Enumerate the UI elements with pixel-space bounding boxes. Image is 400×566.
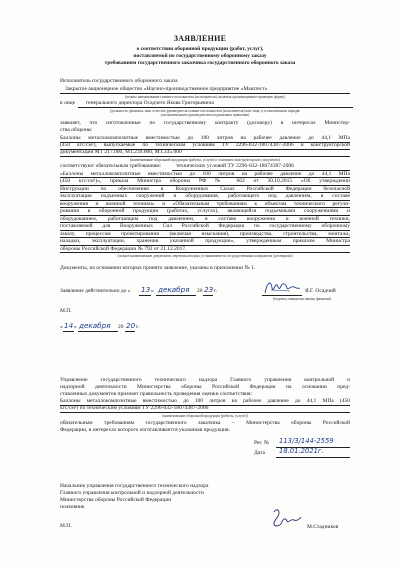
requirements-line: вооружения и военной техники» и «Обязательным требованиям к объектам технического регули- — [60, 200, 350, 207]
requirements-line: (450 кгс/см²)», приказа Министра обороны РФ № 662 от 30.10.2015 «Об утверждении — [60, 178, 350, 184]
signer-name: Я.Г. Осадчий — [305, 288, 336, 294]
comply-tu: технических условий ТУ 2296-032-18074387-2006 — [172, 163, 350, 171]
validity-label: Заявление действительно до « — [60, 288, 131, 294]
footer-line-2: Главного управления контрольной и надзорной деятельности — [60, 490, 204, 496]
registration-product-line-1: Баллоны металлокомпозитные вместимостью до 100 литров на рабочее давление до 44,1 МПа (450 — [60, 398, 350, 404]
validity-year-prefix: 20 — [197, 288, 203, 294]
executor-person-prefix: в лице — [60, 100, 76, 106]
reg-date-label: Дата — [254, 450, 265, 456]
declaration-line-1: заявляет, что изготовленные по государственному контракту (договору) в интересах Министер- — [60, 120, 350, 126]
title-line-2: поставляемой по государственному оборонному заказу — [133, 53, 267, 59]
requirements-line: рования в оборонной продукции (работах, услугах), являющейся подъемными сооружениями и — [60, 208, 350, 214]
signature-hint: (подпись, инициалы имени, фамилия) — [273, 297, 331, 301]
title-line-3: требованиям государственного заказчика государственного оборонного заказа — [104, 60, 296, 66]
validity-year-suffix: г. — [214, 288, 218, 294]
requirements-line: наладки, эксплуатации, хранения указанной продукции», утвержденным приказом Министра — [60, 238, 350, 244]
registration-line-2: надзорной деятельности Министерства обороны Российской Федерации на основании пред- — [60, 384, 350, 390]
executor-name-hint: (полное наименование главного исполнителя (исполнителя), включая организационно-правовую форму) — [124, 95, 286, 99]
footer-signer: М.Стадников — [307, 524, 339, 530]
date-year-prefix: 20 — [118, 324, 124, 330]
product-hint: (наименование оборонной продукции (работы, услуги) и основного конструкторского документа) — [130, 157, 280, 162]
registration-line-5: Федерации, в интересах которого изготавливается указанная продукция. — [60, 427, 230, 433]
executor-name: Закрытое акционерное общество «Научно-производственное предприятие «Маштест» — [60, 86, 350, 94]
reg-number-label: Рег. № — [254, 440, 270, 446]
stamp-mark-2: М.П. — [60, 523, 72, 529]
requirements-line: оборудованием, работающим под давлением, в составе вооружения и военной техники, — [60, 215, 350, 222]
validity-day: 13 — [141, 285, 151, 294]
date-year-suffix: г. — [136, 324, 140, 330]
requirements-line: заказу, процессам проектирования (включая изыскания), производства, строительства, монтажа, — [60, 230, 350, 237]
registration-line-1: Управление государственного технического надзора Главного управления контрольной и — [60, 377, 350, 383]
documents-line: Документы, на основании которых принято заявление, указаны в приложении № 1. — [60, 265, 256, 271]
requirements-line: Инструкции по обеспечению в Вооруженных Силах Российской Федерации безопасной — [60, 185, 350, 192]
footer-line-3: Министерства обороны Российской Федерации — [60, 497, 172, 503]
footer-line-1: Начальник управления государственного технического надзора — [60, 483, 209, 489]
product-line-1: Баллоны металлокомпозитные вместимостью до 100 литров на рабочее давление до 44,1 МПа — [60, 135, 350, 141]
date-year: 20 — [126, 321, 136, 330]
requirements-line: эксплуатации подъемных сооружений и оборудования, работающего под давлением, в составе — [60, 193, 350, 199]
requirements-line: «Баллоны металлокомпозитные вместимостью до 100 литров на рабочее давление до 44,1 МПа — [60, 170, 350, 177]
declaration-line-2: ства обороны — [60, 127, 92, 133]
executor-person-hint-2: уполномоченного руководителем подписывать заявление) — [160, 113, 250, 117]
validity-month: декабря — [158, 285, 190, 294]
executor-label: Исполнитель государственного оборонного заказа — [60, 78, 178, 84]
executor-person-hint-1: (должность, фамилия, имя, отчество руководителя главного исполнителя (исполнителя) или лица, в установленном порядке — [109, 109, 301, 113]
product-line-2: (450 кгс/см²), выпускаемые по техническим условиям ТУ 2296-032-18074387-2006 и конструкторской — [60, 142, 350, 148]
registration-line-4: обязательным требованиям государственного заказчика – Министерства обороны Российской — [60, 420, 350, 426]
reg-number: 113/3/144-2559 — [279, 437, 334, 445]
date-day: 14 — [64, 321, 74, 330]
validity-year: 23 — [204, 285, 214, 294]
application-document: ЗАЯВЛЕНИЕ о соответствии оборонной продукции (работ, услуг), поставляемой по государственному оборонному заказу требованиям государственного заказчика государственного оборонного заказа Исполнитель государственного оборонного заказа Закрытое акционерное общество «Научно-производственное предприятие «Маштест» (полное наименование главного исполнителя (исполнителя), включая организационно-правовую форму) в лице генерального директора Осадчего Якова Григорьевича (должность, фамилия, имя, отчество руководителя главного исполнителя (исполнителя) или лица, в установленном порядке уполномоченного руководителем подписывать заявление) заявляет, что изготовленные по государственному контракту (договору) в интересах Министер- ства обороны Баллоны металлокомпозитные вместимостью до 100 литров на рабочее давление до 44,1 МПа (450 кгс/см²), выпускаемые по техническим условиям ТУ 2296-032-18074387-2006 и конструкторской документации МТ 217.000, МТ.239.000, МТ.335.000 (наименование оборонной продукции (работы, услуги) и основного конструкторского документа) соответствуют обязательным требованиям: технических условий ТУ 2296-032-18074387-2006 «Баллоны металлокомпозитные вместимостью до 100 литров на рабочее давление до 44,1 МПа (450 кгс/см²)», приказа Министра обороны РФ № 662 от 30.10.2015 «Об утверждении Инструкции по обеспечению в Вооруженных Силах Российской Федерации безопасной эксплуатации подъемных сооружений и оборудования, работающего под давлением, в составе вооружения и военной техники» и «Обязательным требованиям к объектам технического регули- рования в оборонной продукции (работах, услугах), являющейся подъемными сооружениями и оборудованием, работающим под давлением, в составе вооружения и военной техники, поставляемой для Вооруженных Сил Российской Федерации по государственному оборонному заказу, процессам проектирования (включая изыскания), производства, строительства, монтажа, наладки, эксплуатации, хранения указанной продукции», утвержденным приказом Министра обороны Российской Федерации № 792 от 21.12.2017. (полное наименование документов, перечень которых устанавливается государственным контрактом (договором)) Документы, на основании которых принято заявление, указаны в приложении № 1. Заявление действительно до « 13 » декабря 20 23 г. Я.Г. Осадчий (подпись, инициалы имени, фамилия) М.П. « 14 » декабря 20 20 г. Управление государственного технического надзора Главного управления контрольной и надзорной деятельности Министерства обороны Российской Федерации на основании пред- ставленных документов признает правильность проведения оценки соответствия: Баллоны металлокомпозитные вместимостью до 100 литров на рабочее давление до 44,1 МПа (450 кгс/см²) по техническим условиям ТУ 2296-032-18074387-2006 (наименование оборонной продукции (работы, услуги)) обязательным требованиям государственного заказчика – Министерства обороны Российской Федерации, в интересах которого изготавливается указанная продукция. Рег. № 113/3/144-2559 Дата 18.01.2021г. Начальник управления государственного технического надзора Главного управления контрольной и надзорной деятельности Министерства обороны Российской Федерации полковник М.П. М.Стадников — [0, 0, 400, 566]
footer-line-4: полковник — [60, 504, 85, 510]
signature-stadnikov — [270, 506, 304, 530]
executor-person: генерального директора Осадчего Якова Григорьевича — [78, 100, 353, 108]
comply-prefix: соответствуют обязательным требованиям: — [60, 163, 162, 169]
registration-product-hint: (наименование оборонной продукции (работы, услуги)) — [162, 413, 248, 418]
requirements-line: поставляемой для Вооруженных Сил Российской Федерации по государственному оборонному — [60, 223, 350, 229]
date-month: декабря — [79, 321, 111, 330]
product-line-3: документации МТ 217.000, МТ.239.000, МТ.335.000 — [60, 149, 350, 157]
title-line-1: о соответствии оборонной продукции (работ, услуг), — [136, 46, 264, 52]
document-title: ЗАЯВЛЕНИЕ — [173, 34, 227, 43]
stamp-mark-1: М.П. — [60, 308, 72, 314]
reg-date: 18.01.2021г. — [279, 447, 324, 455]
requirements-hint: (полное наименование документов, перечень которых устанавливается государственным контрактом (договором)) — [117, 254, 293, 258]
registration-line-3: ставленных документов признает правильность проведения оценки соответствия: — [60, 391, 253, 397]
requirements-line: обороны Российской Федерации № 792 от 21.12.2017. — [60, 246, 350, 254]
registration-product-line-2: кгс/см²) по техническим условиям ТУ 2296-032-18074387-2006 — [60, 405, 350, 413]
